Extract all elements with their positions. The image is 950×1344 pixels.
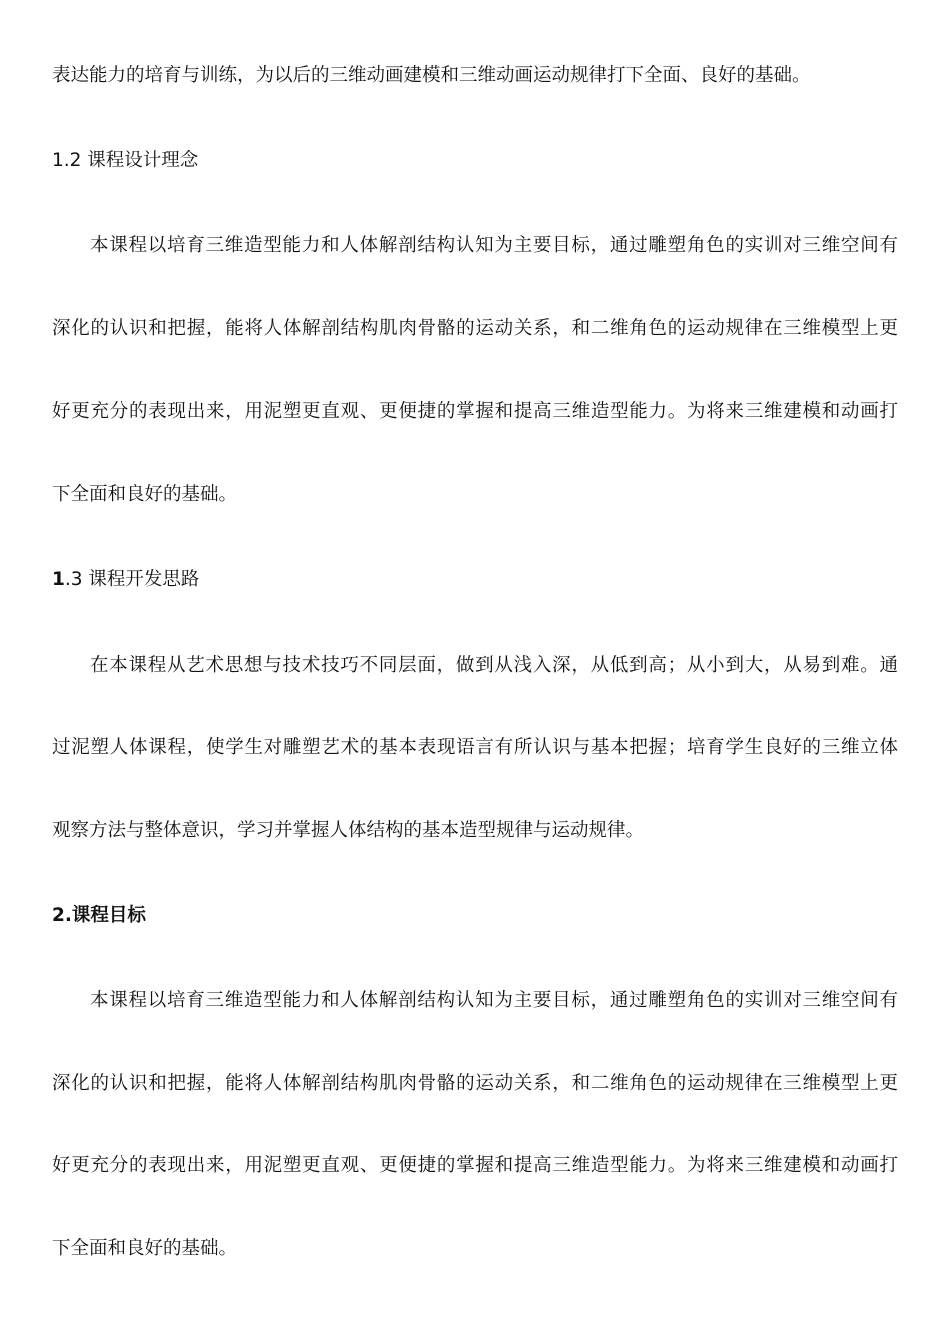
paragraph-line: 表达能力的培育与训练，为以后的三维动画建模和三维动画运动规律打下全面、良好的基础。	[52, 65, 811, 86]
paragraph-line: 深化的认识和把握，能将人体解剖结构肌肉骨骼的运动关系，和二维角色的运动规律在三维模型上更	[52, 318, 898, 339]
heading-text: .3 课程开发思路	[64, 569, 200, 590]
paragraph-line: 过泥塑人体课程，使学生对雕塑艺术的基本表现语言有所认识与基本把握；培育学生良好的三维立体	[52, 737, 898, 758]
paragraph-line: 下全面和良好的基础。	[52, 1238, 238, 1259]
section-heading-1-2: 1.2 课程设计理念	[52, 150, 199, 171]
paragraph-line: 好更充分的表现出来，用泥塑更直观、更便捷的掌握和提高三维造型能力。为将来三维建模和动画打	[52, 1155, 898, 1176]
heading-number: 1	[52, 569, 65, 590]
section-heading-2: 2.课程目标	[52, 905, 146, 926]
section-heading-1-3	[52, 565, 898, 595]
paragraph-line: 观察方法与整体意识，学习并掌握人体结构的基本造型规律与运动规律。	[52, 820, 645, 841]
paragraph-line: 深化的认识和把握，能将人体解剖结构肌肉骨骼的运动关系，和二维角色的运动规律在三维模型上更	[52, 1073, 898, 1094]
paragraph-line: 下全面和良好的基础。	[52, 484, 238, 505]
paragraph-line: 好更充分的表现出来，用泥塑更直观、更便捷的掌握和提高三维造型能力。为将来三维建模和动画打	[52, 401, 898, 422]
paragraph-line: 本课程以培育三维造型能力和人体解剖结构认知为主要目标，通过雕塑角色的实训对三维空间有	[90, 235, 898, 256]
paragraph-line: 本课程以培育三维造型能力和人体解剖结构认知为主要目标，通过雕塑角色的实训对三维空间有	[90, 990, 898, 1011]
document-page	[52, 0, 898, 1344]
paragraph-line: 在本课程从艺术思想与技术技巧不同层面，做到从浅入深，从低到高；从小到大，从易到难。通	[90, 655, 898, 676]
